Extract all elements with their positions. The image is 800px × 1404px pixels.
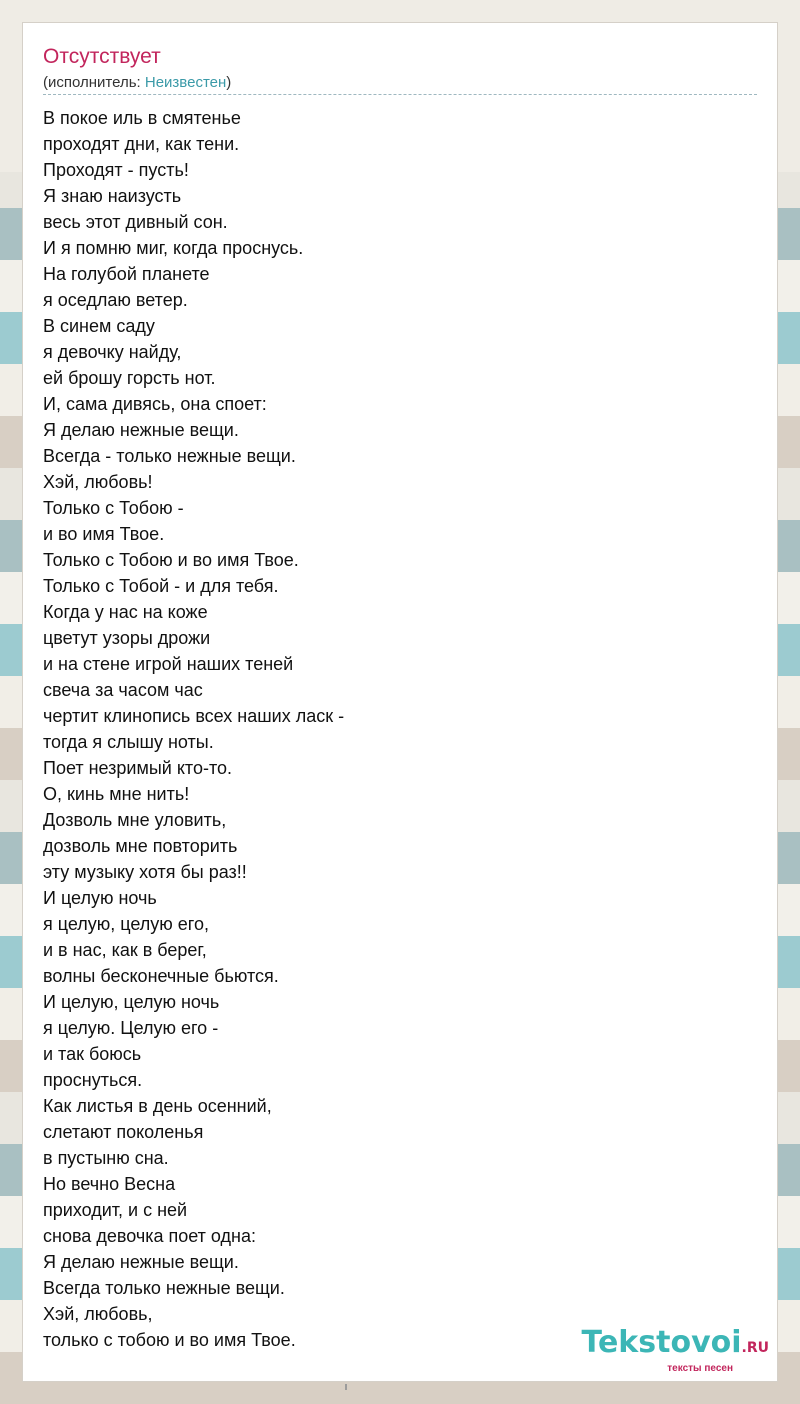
lyric-line: проснуться. xyxy=(43,1070,143,1090)
lyric-line: я целую. Целую его - xyxy=(43,1018,219,1038)
logo-tagline: тексты песен xyxy=(667,1363,733,1374)
lyric-line: Хэй, любовь! xyxy=(43,472,153,492)
lyric-line: тогда я слышу ноты. xyxy=(43,732,214,752)
lyric-line: свеча за часом час xyxy=(43,680,203,700)
lyric-line: цветут узоры дрожи xyxy=(43,628,211,648)
lyric-line: И целую ночь xyxy=(43,888,157,908)
lyric-line: эту музыку хотя бы раз!! xyxy=(43,862,247,882)
lyric-line: И я помню миг, когда проснусь. xyxy=(43,238,304,258)
lyric-line: Я делаю нежные вещи. xyxy=(43,420,239,440)
lyric-line: Я делаю нежные вещи. xyxy=(43,1252,239,1272)
lyric-line: Когда у нас на коже xyxy=(43,602,208,622)
lyric-line: только с тобою и во имя Твое. xyxy=(43,1330,296,1350)
lyric-line: Я знаю наизусть xyxy=(43,186,182,206)
dashed-divider xyxy=(43,94,757,95)
lyric-line: и на стене игрой наших теней xyxy=(43,654,294,674)
site-logo[interactable] xyxy=(581,1325,769,1375)
lyric-line: ей брошу горсть нот. xyxy=(43,368,216,388)
artist-prefix: (исполнитель: xyxy=(43,74,145,91)
artist-suffix: ) xyxy=(226,74,232,91)
lyric-line: Проходят - пусть! xyxy=(43,160,189,180)
lyric-line: снова девочка поет одна: xyxy=(43,1226,256,1246)
lyric-line: Хэй, любовь, xyxy=(43,1304,153,1324)
lyric-line: Только с Тобой - и для тебя. xyxy=(43,576,279,596)
lyric-line: я девочку найду, xyxy=(43,342,182,362)
lyric-line: в пустыню сна. xyxy=(43,1148,169,1168)
song-title: Отсутствует xyxy=(43,45,161,68)
lyric-line: Дозволь мне уловить, xyxy=(43,810,227,830)
lyric-line: Всегда - только нежные вещи. xyxy=(43,446,296,466)
lyric-line: О, кинь мне нить! xyxy=(43,784,190,804)
logo-wordmark xyxy=(581,1325,769,1363)
lyric-line: я оседлаю ветер. xyxy=(43,290,188,310)
lyric-line: весь этот дивный сон. xyxy=(43,212,228,232)
lyric-line: Поет незримый кто-то. xyxy=(43,758,233,778)
lyric-line: Только с Тобою и во имя Твое. xyxy=(43,550,299,570)
lyric-line: На голубой планете xyxy=(43,264,210,284)
artist-link[interactable]: Неизвестен xyxy=(144,74,227,91)
logo-name: Tekstovoi xyxy=(581,1325,742,1360)
lyrics-card xyxy=(22,22,778,1382)
lyric-line: Только с Тобою - xyxy=(43,498,184,518)
lyric-line: Всегда только нежные вещи. xyxy=(43,1278,285,1298)
lyric-line: чертит клинопись всех наших ласк - xyxy=(43,706,345,726)
logo-tld: .RU xyxy=(741,1340,769,1356)
lyric-line: я целую, целую его, xyxy=(43,914,209,934)
lyric-line: проходят дни, как тени. xyxy=(43,134,240,154)
lyric-line: волны бесконечные бьются. xyxy=(43,966,279,986)
artist-line xyxy=(43,73,231,93)
lyric-line: Как листья в день осенний, xyxy=(43,1096,272,1116)
lyric-line: И, сама дивясь, она споет: xyxy=(43,394,267,414)
lyric-line: слетают поколенья xyxy=(43,1122,204,1142)
lyric-line: В покое иль в смятенье xyxy=(43,108,241,128)
lyrics-text xyxy=(43,105,344,1353)
lyric-line: и в нас, как в берег, xyxy=(43,940,207,960)
lyric-line: и во имя Твое. xyxy=(43,524,165,544)
lyric-line: В синем саду xyxy=(43,316,155,336)
lyric-line: И целую, целую ночь xyxy=(43,992,220,1012)
lyric-line: приходит, и с ней xyxy=(43,1200,188,1220)
lyric-line: Но вечно Весна xyxy=(43,1174,176,1194)
lyric-line: дозволь мне повторить xyxy=(43,836,238,856)
scroll-marker xyxy=(345,1384,347,1390)
lyric-line: и так боюсь xyxy=(43,1044,142,1064)
